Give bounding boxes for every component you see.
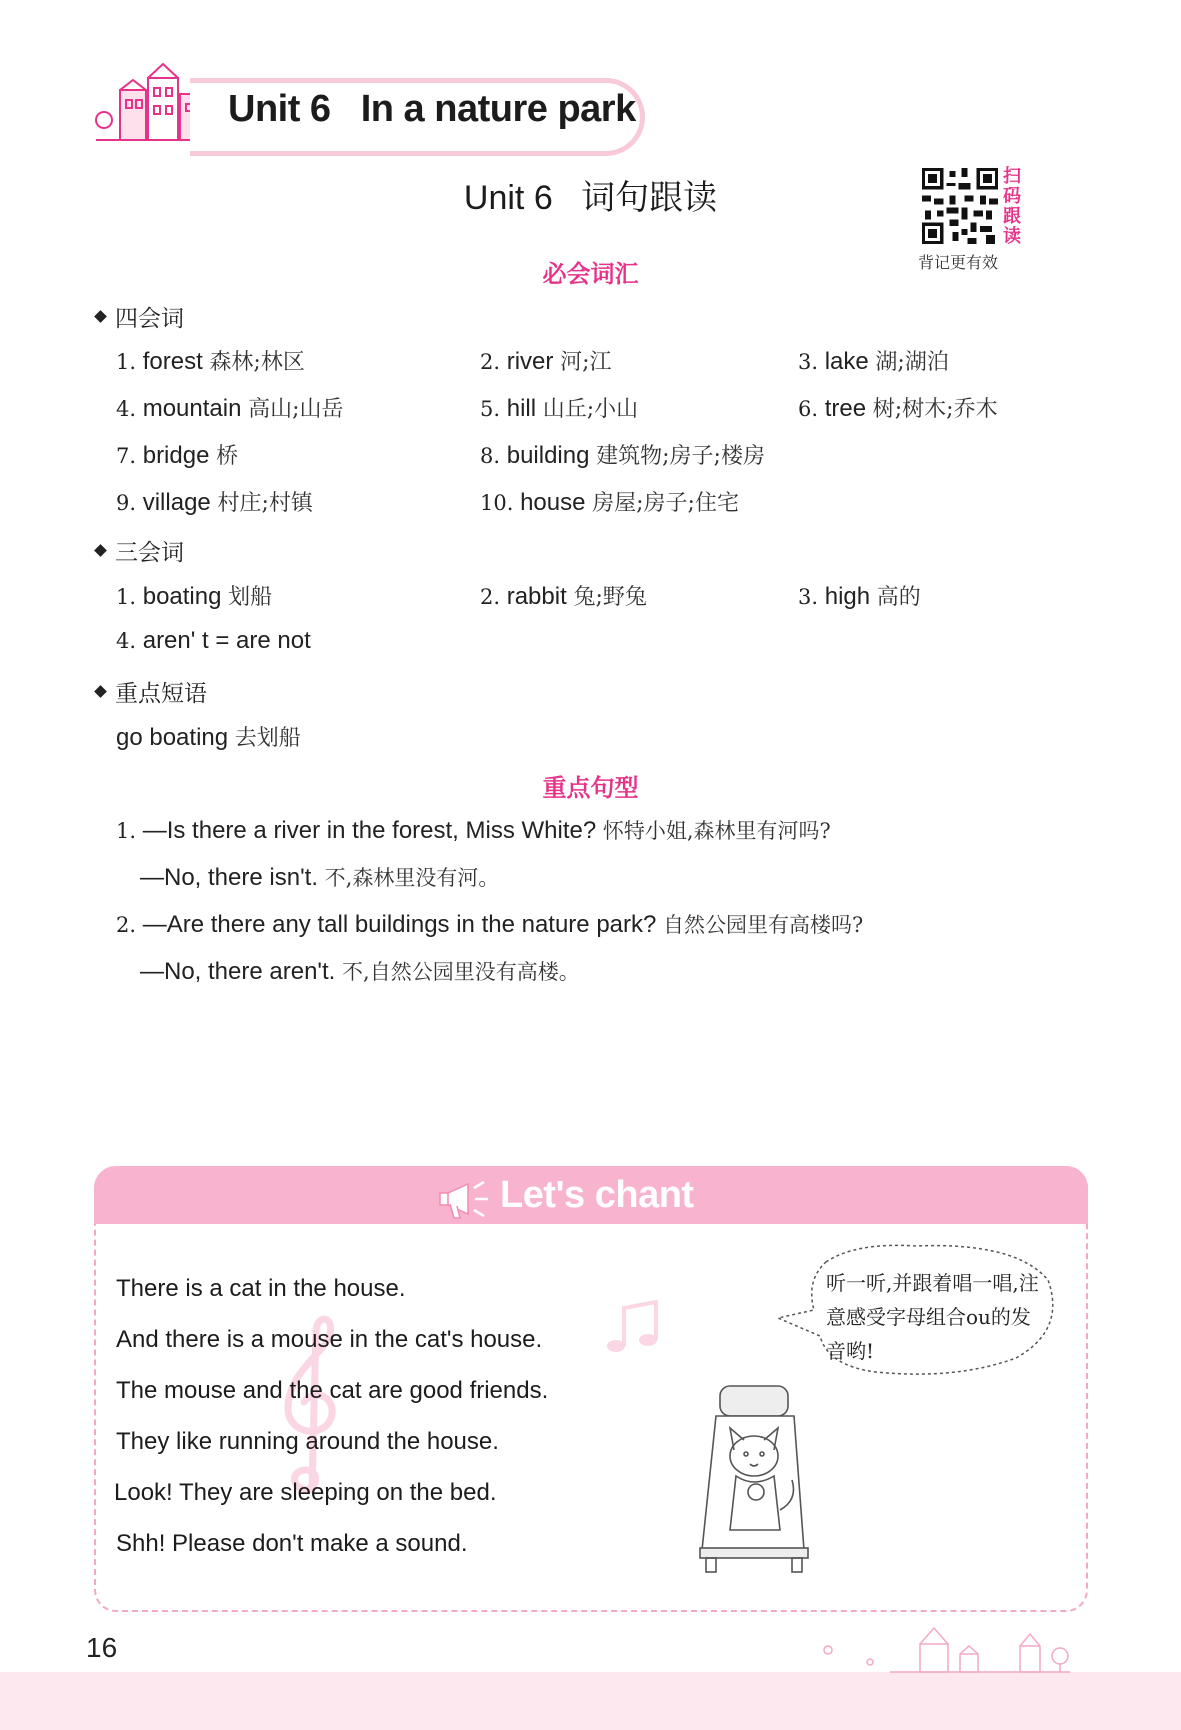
vocab-item: 1. boating 划船 (116, 583, 273, 610)
vocab-item: 2. rabbit 兔;野兔 (480, 583, 647, 610)
chant-line: And there is a mouse in the cat's house. (116, 1326, 543, 1353)
vocab-row (0, 392, 1181, 432)
town-decoration-icon (820, 1620, 1080, 1676)
chant-line: The mouse and the cat are good friends. (116, 1377, 549, 1404)
vocab-row (0, 439, 1181, 479)
three-skill-heading: 三会词 (96, 534, 184, 567)
vocab-item: 7. bridge 桥 (116, 442, 239, 469)
sentence-line: —No, there aren't. 不,自然公园里没有高楼。 (140, 958, 580, 985)
vocab-item: 8. building 建筑物;房子;楼房 (480, 442, 765, 469)
bubble-text: 听一听,并跟着唱一唱,注意感受字母组合ou的发音哟! (826, 1271, 1039, 1363)
qr-side-label: 扫 码 跟 读 (1003, 166, 1021, 246)
music-note-icon (604, 1298, 660, 1358)
phrases-heading: 重点短语 (96, 675, 207, 708)
vocab-item: 6. tree 树;树木;乔木 (798, 395, 998, 422)
vocab-row (0, 627, 1181, 667)
vocab-item: 5. hill 山丘;小山 (480, 395, 639, 422)
sentence-line: 1. —Is there a river in the forest, Miss White? 怀特小姐,森林里有河吗? (116, 817, 831, 844)
chant-line: Look! They are sleeping on the bed. (114, 1479, 497, 1506)
phrase-row (0, 721, 1181, 761)
chant-line: Shh! Please don't make a sound. (116, 1530, 468, 1557)
qr-caption: 背记更有效 (918, 253, 999, 272)
vocab-row (0, 486, 1181, 526)
megaphone-icon (438, 1176, 498, 1222)
sentence-line: —No, there isn't. 不,森林里没有河。 (140, 864, 500, 891)
chant-line: They like running around the house. (116, 1428, 499, 1455)
page-title: Unit 6 词句跟读 (463, 179, 718, 217)
vocab-item: 3. high 高的 (798, 583, 921, 610)
vocab-item: 4. aren' t = are not (116, 627, 311, 654)
sentences-section-title: 重点句型 (542, 775, 639, 802)
vocab-item: 2. river 河;江 (480, 348, 612, 375)
chant-title: Let's chant (500, 1174, 694, 1216)
vocab-item: 9. village 村庄;村镇 (116, 489, 313, 516)
footer-band (0, 1672, 1181, 1730)
vocab-row (0, 580, 1181, 620)
sentence-line: 2. —Are there any tall buildings in the nature park? 自然公园里有高楼吗? (116, 911, 864, 938)
cat-in-bed-icon (694, 1380, 814, 1574)
phrase-item: go boating 去划船 (116, 724, 301, 751)
chant-line: There is a cat in the house. (116, 1275, 406, 1302)
page-number: 16 (86, 1632, 118, 1663)
vocab-item: 1. forest 森林;林区 (116, 348, 305, 375)
qr-code-icon[interactable] (922, 168, 998, 244)
vocab-item: 10. house 房屋;房子;住宅 (480, 489, 739, 516)
vocab-row (0, 345, 1181, 385)
vocab-section-title: 必会词汇 (542, 261, 639, 288)
vocab-item: 3. lake 湖;湖泊 (798, 348, 949, 375)
four-skill-heading: 四会词 (96, 300, 184, 333)
vocab-item: 4. mountain 高山;山岳 (116, 395, 344, 422)
unit-banner-title: Unit 6 In a nature park (228, 88, 636, 130)
